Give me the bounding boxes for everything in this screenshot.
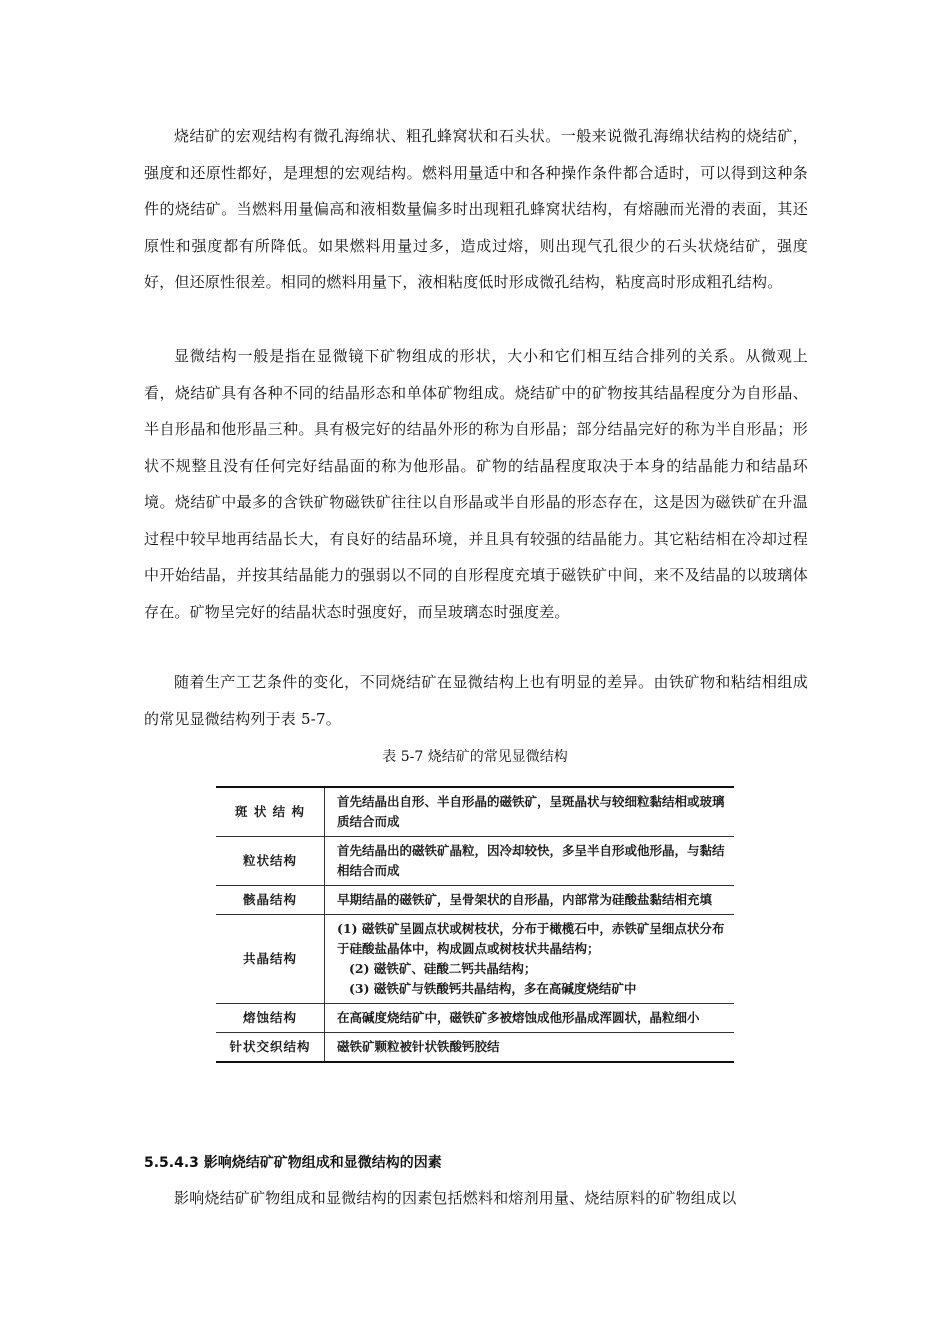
structure-name: 共晶结构 (216, 915, 325, 1004)
table-row (216, 788, 734, 837)
structure-name: 斑 状 结 构 (216, 788, 325, 837)
paragraph-macro-structure: 烧结矿的宏观结构有微孔海绵状、粗孔蜂窝状和石头状。一般来说微孔海绵状结构的烧结矿，强度和还原性都好，是理想的宏观结构。燃料用量适中和各种操作条件都合适时，可以得到这种条件的烧结矿。当燃料用量偏高和液相数量偏多时出现粗孔蜂窝状结构，有熔融而光滑的表面，其还原性和强度都有所降低。如果燃料用量过多，造成过熔，则出现气孔很少的石头状烧结矿，强度好，但还原性很差。相同的燃料用量下，液相粘度低时形成微孔结构，粘度高时形成粗孔结构。 (144, 127, 808, 291)
table-row (216, 886, 734, 915)
structure-name: 粒状结构 (216, 837, 325, 886)
microstructure-table (216, 786, 734, 1063)
structure-description: 首先结晶出的磁铁矿晶粒，因冷却较快，多呈半自形或他形晶，与黏结相结合而成 (325, 837, 735, 886)
structure-description: 磁铁矿颗粒被针状铁酸钙胶结 (337, 1039, 500, 1054)
structure-description: 在高碱度烧结矿中，磁铁矿多被熔蚀成他形晶成浑圆状，晶粒细小 (325, 1004, 735, 1033)
structure-name: 针状交织结构 (216, 1033, 325, 1062)
paragraph-process-variation: 随着生产工艺条件的变化，不同烧结矿在显微结构上也有明显的差异。由铁矿物和粘结相组成的常见显微结构列于表 5-7。 (144, 673, 808, 728)
table-caption: 表 5-7 烧结矿的常见显微结构 (382, 749, 568, 765)
table-row (216, 1004, 734, 1033)
paragraph-influencing-factors: 影响烧结矿矿物组成和显微结构的因素包括燃料和熔剂用量、烧结原料的矿物组成以 (174, 1189, 737, 1207)
structure-name: 熔蚀结构 (216, 1004, 325, 1033)
structure-description (325, 915, 735, 1004)
structure-description: 早期结晶的磁铁矿，呈骨架状的自形晶，内部常为硅酸盐黏结相充填 (325, 886, 735, 915)
structure-name: 骸晶结构 (216, 886, 325, 915)
table-row (216, 837, 734, 886)
section-heading: 5.5.4.3 影响烧结矿矿物组成和显微结构的因素 (144, 1155, 442, 1171)
structure-item: (2) 磁铁矿、硅酸二钙共晶结构； (349, 961, 537, 976)
structure-item: (3) 磁铁矿与铁酸钙共晶结构，多在高碱度烧结矿中 (349, 981, 637, 996)
structure-item: (1) 磁铁矿呈圆点状或树枝状，分布于橄榄石中，赤铁矿呈细点状分布于硅酸盐晶体中，构成圆点或树枝状共晶结构； (337, 921, 725, 956)
table-row (216, 1033, 734, 1062)
table-row (216, 915, 734, 1004)
structure-description: 首先结晶出自形、半自形晶的磁铁矿，呈斑晶状与较细粒黏结相或玻璃质结合而成 (325, 788, 735, 837)
paragraph-micro-structure: 显微结构一般是指在显微镜下矿物组成的形状，大小和它们相互结合排列的关系。从微观上看，烧结矿具有各种不同的结晶形态和单体矿物组成。烧结矿中的矿物按其结晶程度分为自形晶、半自形晶和他形晶三种。具有极完好的结晶外形的称为自形晶；部分结晶完好的称为半自形晶；形状不规整且没有任何完好结晶面的称为他形晶。矿物的结晶程度取决于本身的结晶能力和结晶环境。烧结矿中最多的含铁矿物磁铁矿往往以自形晶或半自形晶的形态存在，这是因为磁铁矿在升温过程中较早地再结晶长大，有良好的结晶环境，并且具有较强的结晶能力。其它粘结相在冷却过程中开始结晶，并按其结晶能力的强弱以不同的自形程度充填于磁铁矿中间，来不及结晶的以玻璃体存在。矿物呈完好的结晶状态时强度好，而呈玻璃态时强度差。 (144, 347, 808, 621)
